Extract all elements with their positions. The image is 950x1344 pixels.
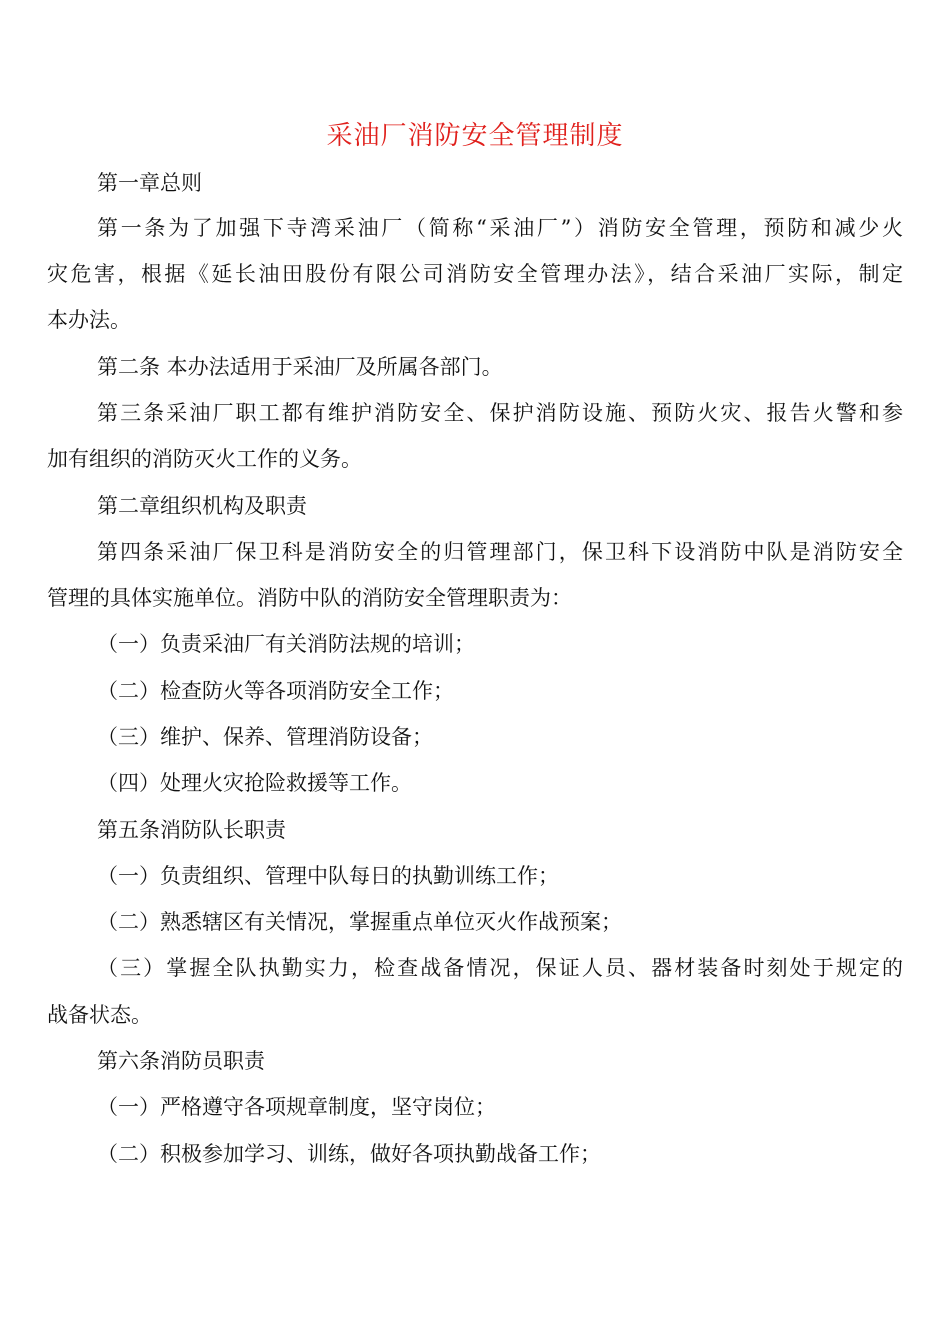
paragraph-line: 加有组织的消防灭火工作的义务。 xyxy=(47,447,362,471)
chapter-heading: 第二章组织机构及职责 xyxy=(97,494,307,518)
list-item: （三）掌握全队执勤实力，检查战备情况，保证人员、器材装备时刻处于规定的 xyxy=(97,956,903,980)
list-item: （一）严格遵守各项规章制度，坚守岗位； xyxy=(97,1095,496,1119)
list-item: （一）负责采油厂有关消防法规的培训； xyxy=(97,632,475,656)
list-item: （三）维护、保养、管理消防设备； xyxy=(97,725,433,749)
paragraph-line: 管理的具体实施单位。消防中队的消防安全管理职责为： xyxy=(47,586,572,610)
chapter-heading: 第一章总则 xyxy=(97,171,202,195)
list-item: （二）积极参加学习、训练，做好各项执勤战备工作； xyxy=(97,1142,601,1166)
document-title: 采油厂消防安全管理制度 xyxy=(326,121,624,151)
list-item: （一）负责组织、管理中队每日的执勤训练工作； xyxy=(97,864,559,888)
paragraph-line: 第一条为了加强下寺湾采油厂（简称“采油厂”）消防安全管理，预防和减少火 xyxy=(97,216,903,240)
paragraph-line: 第四条采油厂保卫科是消防安全的归管理部门，保卫科下设消防中队是消防安全 xyxy=(97,540,903,564)
list-item: （二）检查防火等各项消防安全工作； xyxy=(97,679,454,703)
paragraph-line: 第三条采油厂职工都有维护消防安全、保护消防设施、预防火灾、报告火警和参 xyxy=(97,401,903,425)
paragraph-line: 灾危害，根据《延长油田股份有限公司消防安全管理办法》，结合采油厂实际，制定 xyxy=(47,262,903,286)
list-item: （四）处理火灾抢险救援等工作。 xyxy=(97,771,412,795)
section-heading: 第六条消防员职责 xyxy=(97,1049,265,1073)
paragraph-line: 战备状态。 xyxy=(47,1003,152,1027)
paragraph-line: 本办法。 xyxy=(47,308,131,332)
list-item: （二）熟悉辖区有关情况，掌握重点单位灭火作战预案； xyxy=(97,910,622,934)
section-heading: 第五条消防队长职责 xyxy=(97,818,286,842)
paragraph-line: 第二条 本办法适用于采油厂及所属各部门。 xyxy=(97,355,503,379)
